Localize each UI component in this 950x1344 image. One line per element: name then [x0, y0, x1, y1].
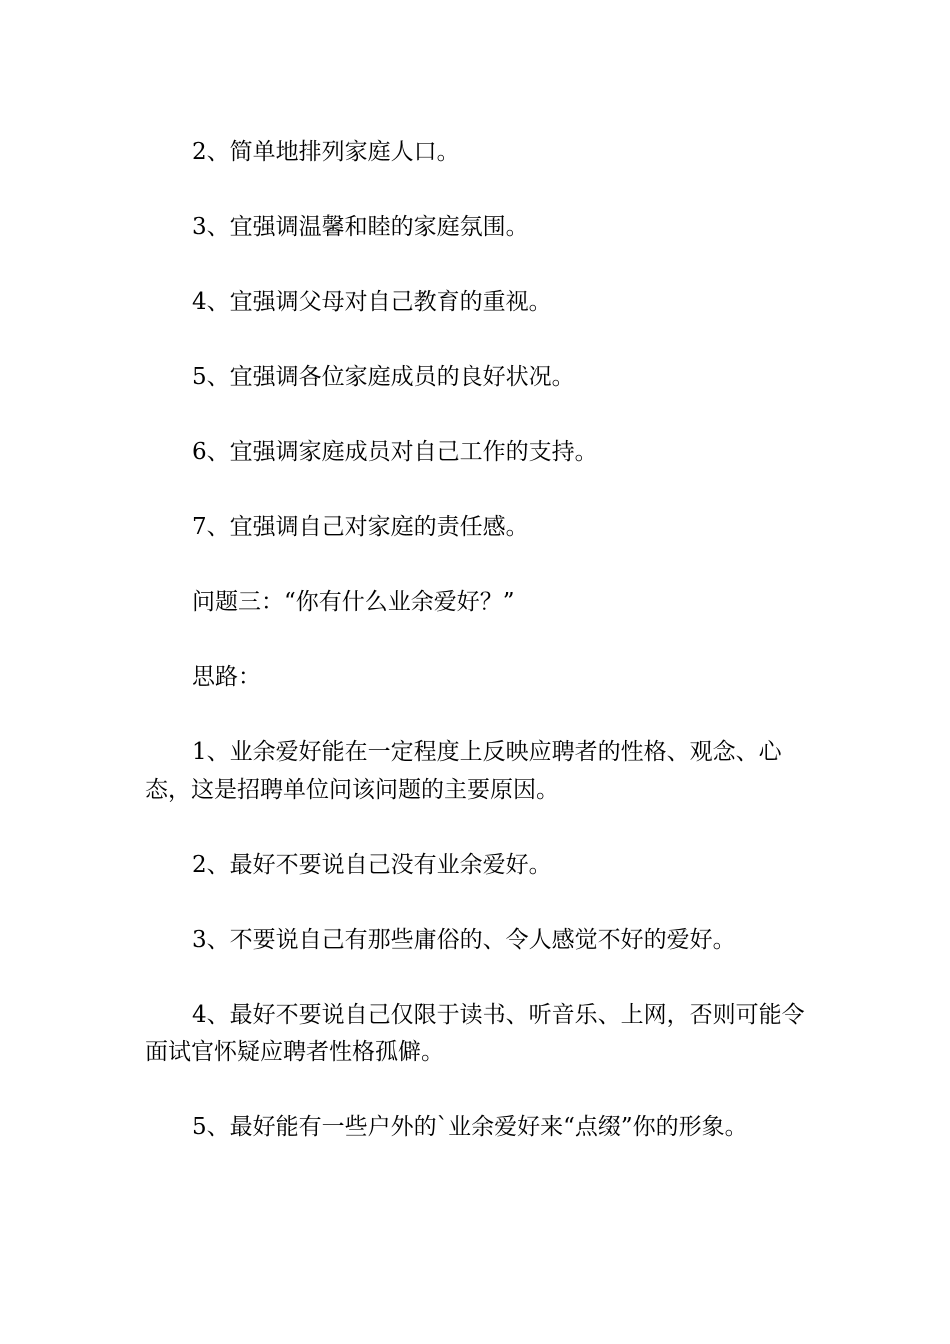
document-body: [145, 134, 810, 1184]
paragraph-12: 4、最好不要说自己仅限于读书、听音乐、上网，否则可能令面试官怀疑应聘者性格孤僻。: [145, 1001, 805, 1065]
paragraph-9: 1、业余爱好能在一定程度上反映应聘者的性格、观念、心态，这是招聘单位问该问题的主要原因。: [145, 739, 782, 803]
paragraph-3: 4、宜强调父母对自己教育的重视。: [192, 289, 552, 315]
paragraph-5: 6、宜强调家庭成员对自己工作的支持。: [192, 439, 598, 465]
paragraph-6: 7、宜强调自己对家庭的责任感。: [192, 514, 529, 540]
paragraph-11: 3、不要说自己有那些庸俗的、令人感觉不好的爱好。: [192, 926, 736, 953]
thinking-label: 思路：: [192, 664, 261, 690]
paragraph-2: 3、宜强调温馨和睦的家庭氛围。: [192, 214, 529, 240]
paragraph-10: 2、最好不要说自己没有业余爱好。: [192, 851, 552, 878]
paragraph-4: 5、宜强调各位家庭成员的良好状况。: [192, 364, 575, 390]
paragraph-13: 5、最好能有一些户外的`业余爱好来“点缀”你的形象。: [192, 1114, 748, 1140]
paragraph-1: 2、简单地排列家庭人口。: [192, 139, 460, 165]
question-three-heading: 问题三：“你有什么业余爱好？”: [192, 589, 515, 615]
